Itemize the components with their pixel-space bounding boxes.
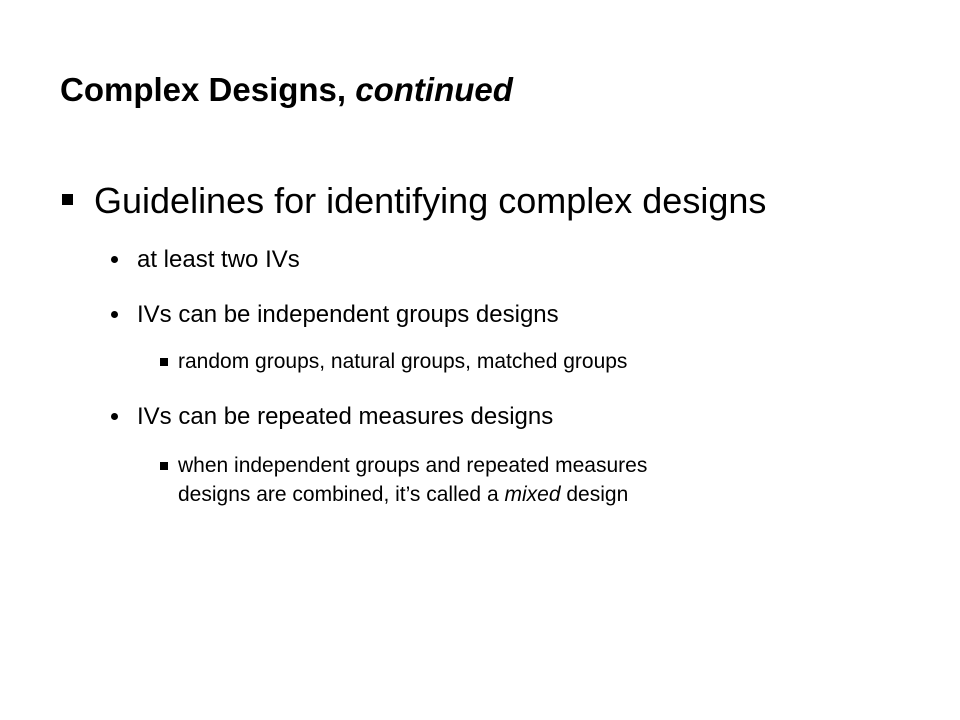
sub-item-line2-pre: designs are combined, it’s called a (178, 483, 499, 506)
slide-title (60, 70, 513, 110)
list-item-text: at least two IVs (137, 246, 300, 273)
round-bullet-icon (111, 413, 118, 420)
round-bullet-icon (111, 256, 118, 263)
square-bullet-icon (62, 194, 73, 205)
sub-item-line2-post: design (566, 483, 629, 506)
main-bullet-text: Guidelines for identifying complex designs (94, 180, 767, 221)
list-item-text: IVs can be independent groups designs (137, 301, 559, 328)
title-main: Complex Designs, (60, 71, 347, 108)
sub-item-text: random groups, natural groups, matched groups (178, 350, 628, 373)
square-bullet-icon (160, 462, 168, 470)
sub-item-line2-italic: mixed (504, 483, 561, 506)
sub-item-line1: when independent groups and repeated measures (178, 454, 648, 477)
title-italic: continued (355, 71, 513, 108)
list-item-text: IVs can be repeated measures designs (137, 403, 554, 430)
square-bullet-icon (160, 358, 168, 366)
sub-item-line2 (178, 481, 628, 509)
round-bullet-icon (111, 311, 118, 318)
